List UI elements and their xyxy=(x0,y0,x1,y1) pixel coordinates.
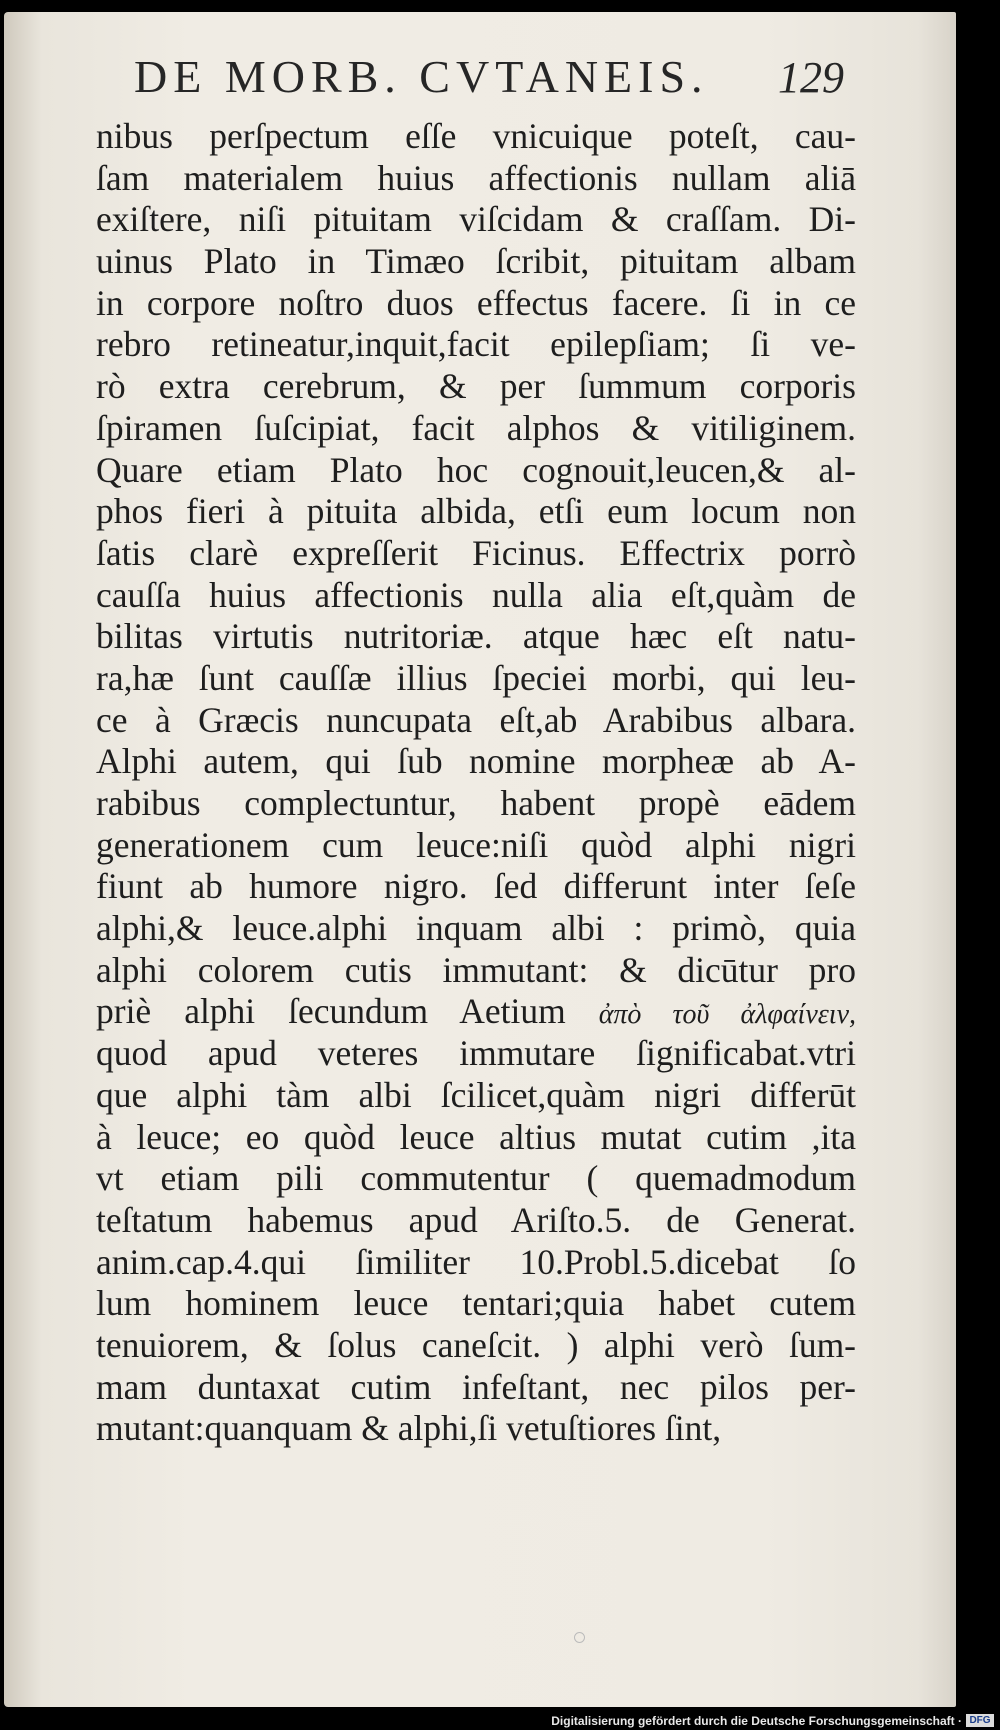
text-line: teſtatum habemus apud Ariſto.5. de Generat. xyxy=(96,1199,856,1240)
text-line: ſpiramen ſuſcipiat, facit alphos & vitiliginem. xyxy=(96,407,856,448)
text-line: lum hominem leuce tentari;quia habet cutem xyxy=(96,1283,856,1324)
text-line: in corpore noſtro duos effectus facere. ſi in ce xyxy=(96,282,856,323)
digitization-credit: Digitalisierung gefördert durch die Deutsche Forschungsgemeinschaft · xyxy=(0,1712,1000,1730)
text-line: vt etiam pili commutentur ( quemadmodum xyxy=(96,1158,856,1199)
text-line: Quare etiam Plato hoc cognouit,leucen,& al- xyxy=(96,449,856,490)
text-line: rebro retineatur,inquit,facit epilepſiam; ſi ve- xyxy=(96,324,856,365)
text-line: Alphi autem, qui ſub nomine morpheæ ab A- xyxy=(96,741,856,782)
text-line: alphi colorem cutis immutant: & dicūtur pro xyxy=(96,949,856,990)
text-line: uinus Plato in Timæo ſcribit, pituitam albam xyxy=(96,241,856,282)
page-number: 129 xyxy=(778,53,844,102)
running-title: DE MORB. CVTANEIS. xyxy=(134,51,709,102)
text-line: anim.cap.4.qui ſimiliter 10.Probl.5.dicebat ſo xyxy=(96,1241,856,1282)
paper-speck xyxy=(574,1632,585,1643)
text-line: ra,hæ ſunt cauſſæ illius ſpeciei morbi, qui leu- xyxy=(96,657,856,698)
text-line: ſam materialem huius affectionis nullam aliā xyxy=(96,157,856,198)
text-line: mam duntaxat cutim infeſtant, nec pilos per- xyxy=(96,1366,856,1407)
dfg-logo: DFG xyxy=(966,1714,994,1727)
text-line: que alphi tàm albi ſcilicet,quàm nigri differūt xyxy=(96,1074,856,1115)
book-page xyxy=(4,12,956,1707)
body-text xyxy=(96,116,856,1450)
text-line: rò extra cerebrum, & per ſummum corporis xyxy=(96,366,856,407)
text-line: cauſſa huius affectionis nulla alia eſt,quàm de xyxy=(96,574,856,615)
text-line: tenuiorem, & ſolus caneſcit. ) alphi verò ſum- xyxy=(96,1324,856,1365)
text-line: ce à Græcis nuncupata eſt,ab Arabibus albara. xyxy=(96,699,856,740)
text-segment: priè alphi ſecundum Aetium xyxy=(96,991,566,1032)
text-line: ſatis clarè expreſſerit Ficinus. Effectrix porrò xyxy=(96,532,856,573)
text-line: fiunt ab humore nigro. ſed differunt inter ſeſe xyxy=(96,866,856,907)
text-line: nibus perſpectum eſſe vnicuique poteſt, cau- xyxy=(96,116,856,156)
text-line: mutant:quanquam & alphi,ſi vetuſtiores ſint, xyxy=(96,1408,722,1449)
text-line: à leuce; eo quòd leuce altius mutat cutim ,ita xyxy=(96,1116,856,1157)
text-line: alphi,& leuce.alphi inquam albi : primò, quia xyxy=(96,908,856,949)
text-line: quod apud veteres immutare ſignificabat.vtri xyxy=(96,1033,856,1074)
greek-phrase: ἀπὸ τοῦ ἀλφαίνειν, xyxy=(598,999,856,1031)
text-line: rabibus complectuntur, habent propè eādem xyxy=(96,783,856,823)
text-line: bilitas virtutis nutritoriæ. atque hæc eſt natu- xyxy=(96,616,856,657)
text-line-with-greek xyxy=(96,991,856,1033)
text-line: generationem cum leuce:niſi quòd alphi nigri xyxy=(96,824,856,865)
text-line: exiſtere, niſi pituitam viſcidam & craſſam. Di- xyxy=(96,199,856,240)
page-header xyxy=(134,50,844,110)
text-line: phos fieri à pituita albida, etſi eum locum non xyxy=(96,491,856,532)
